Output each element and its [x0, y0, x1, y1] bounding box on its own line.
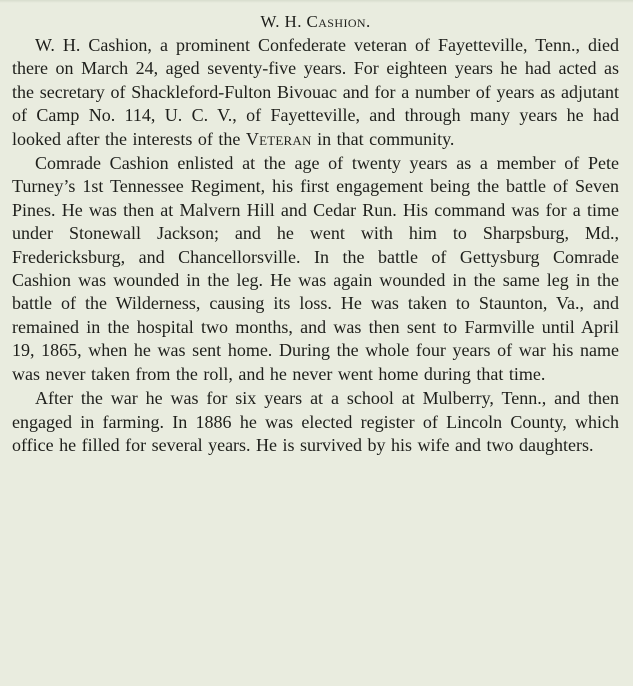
previous-page-edge [0, 0, 633, 3]
article-paragraph-1 [12, 34, 619, 151]
article-paragraph-3: After the war he was for six years at a school at Mulberry, Tenn., and then engaged in farming. In 1886 he was elected register of Lincoln County, which office he filled for several years. He is survived by his wife and two daughters. [12, 388, 619, 455]
paragraph-1-opening-text: W. H. Cashion, a prominent Confederate veteran of Fayetteville, Tenn., died there on March 24, aged seventy-five years. For eighteen years he had acted as the secretary of Shackleford-Fulton Bivouac and for a number of years as adjutant of Camp No. 114, U. C. V., of Fayetteville, and through many years he had looked after the interests of the [12, 35, 619, 149]
article-title: W. H. Cashion. [260, 12, 371, 31]
article-paragraph-2: Comrade Cashion enlisted at the age of twenty years as a member of Pete Turney’s 1st Tennessee Regiment, his first engagement being the battle of Seven Pines. He was then at Malvern Hill and Cedar Run. His command was for a time under Stonewall Jackson; and he went with him to Sharpsburg, Md., Fredericksburg, and Chancellorsville. In the battle of Gettysburg Comrade Cashion was wounded in the leg. He was again wounded in the same leg in the battle of the Wilderness, causing its loss. He was taken to Staunton, Va., and remained in the hospital two months, and was then sent to Farmville until April 19, 1865, when he was sent home. During the whole four years of war his name was never taken from the roll, and he never went home during that time. [12, 153, 619, 384]
publication-name: Veteran [245, 128, 312, 149]
paragraph-1-closing-text: in that community. [311, 128, 455, 149]
